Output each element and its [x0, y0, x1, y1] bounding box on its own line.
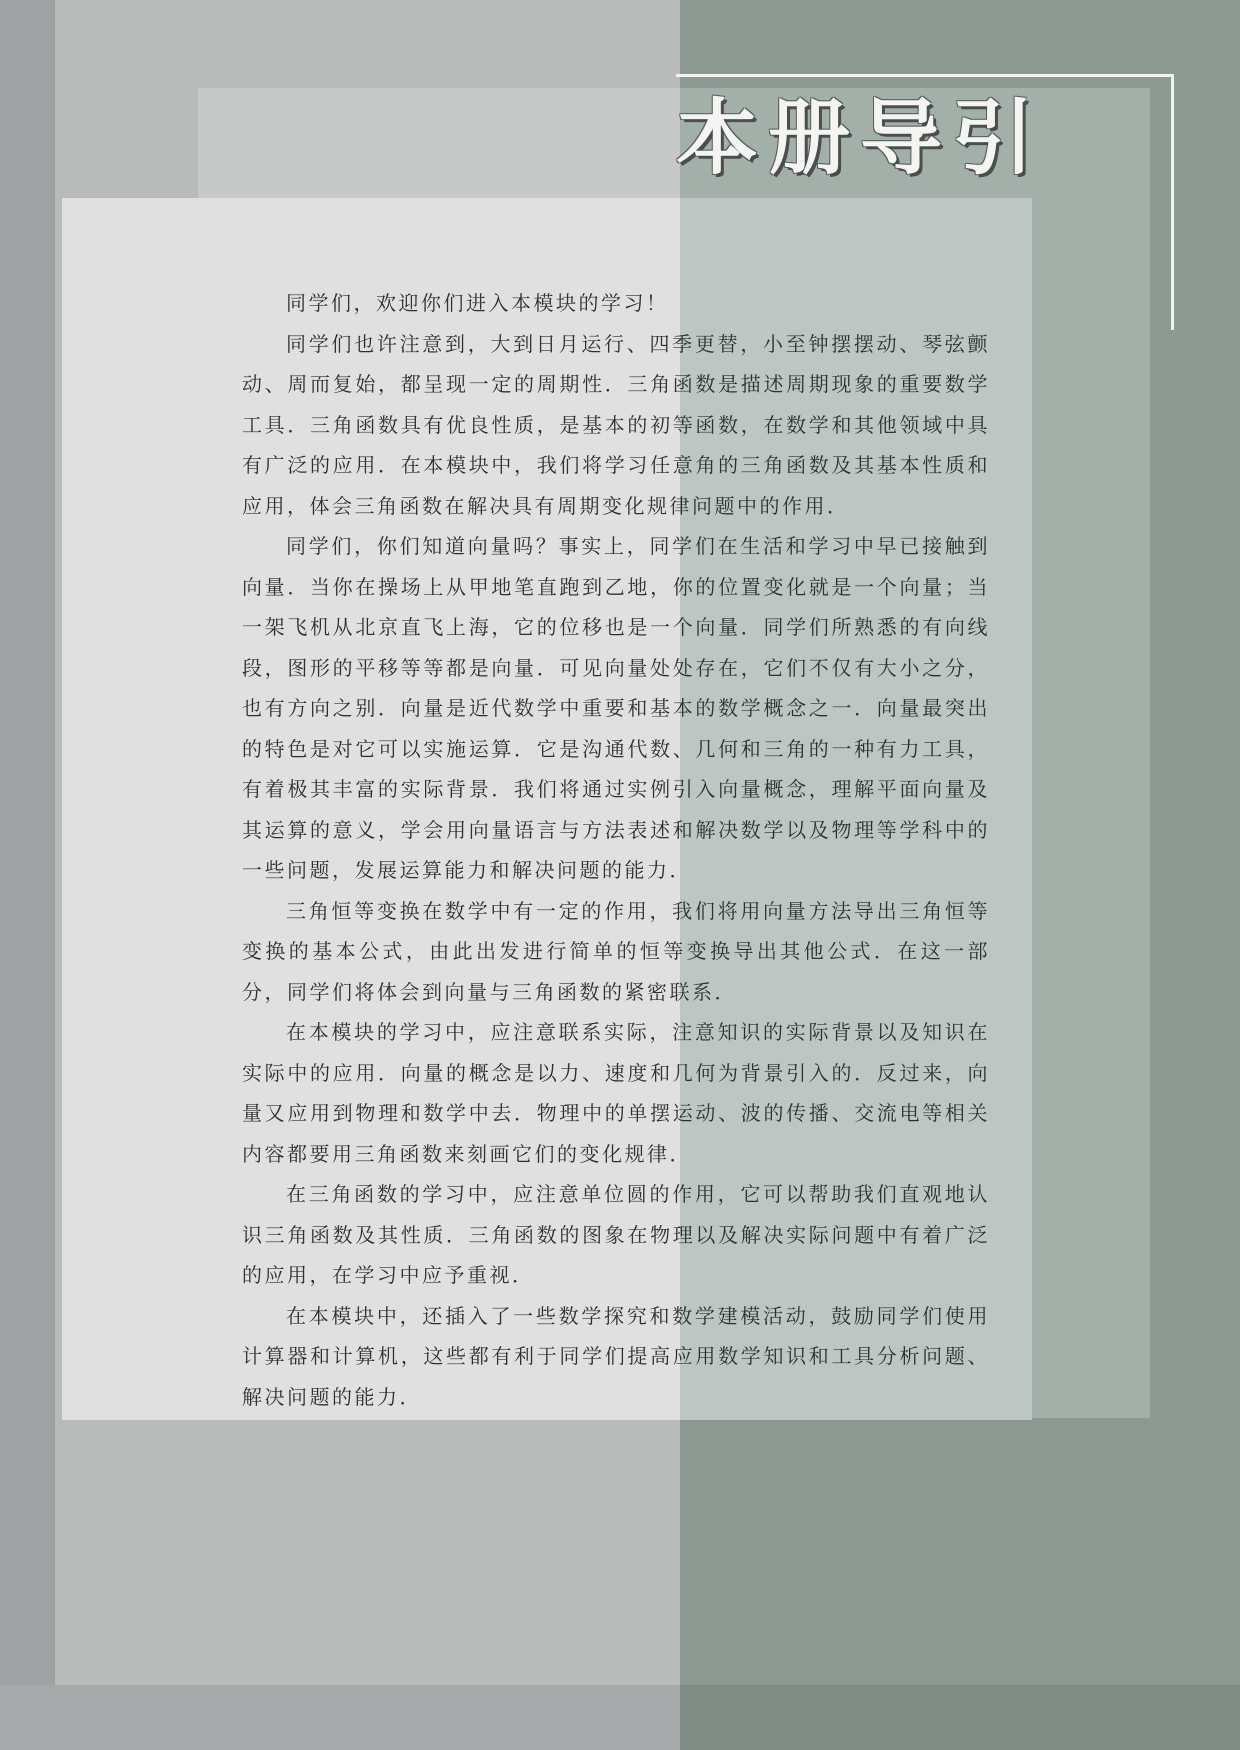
background-left-strip	[0, 0, 55, 1750]
paragraph-greeting: 同学们，欢迎你们进入本模块的学习！	[286, 291, 669, 315]
paragraph-activities: 在本模块中，还插入了一些数学探究和数学建模活动，鼓励同学们使用计算器和计算机，这些都有利于同学们提高应用数学知识和工具分析问题、解决问题的能力．	[242, 1303, 990, 1409]
paragraph-vectors: 同学们，你们知道向量吗？事实上，同学们在生活和学习中早已接触到向量．当你在操场上从甲地笔直跑到乙地，你的位置变化就是一个向量；当一架飞机从北京直飞上海，它的位移也是一个向量．同学们所熟悉的有向线段，图形的平移等等都是向量．可见向量处处存在，它们不仅有大小之分，也有方向之别．向量是近代数学中重要和基本的数学概念之一．向量最突出的特色是对它可以实施运算．它是沟通代数、几何和三角的一种有力工具，有着极其丰富的实际背景．我们将通过实例引入向量概念，理解平面向量及其运算的意义，学会用向量语言与方法表述和解决数学以及物理等学科中的一些问题，发展运算能力和解决问题的能力．	[242, 534, 990, 882]
page-title: 本册导引	[676, 91, 1045, 186]
body-text	[242, 283, 990, 1417]
background-bottom-band-right	[680, 1685, 1240, 1750]
title-frame-top-line	[676, 74, 1174, 77]
paragraph-trig-functions: 同学们也许注意到，大到日月运行、四季更替，小至钟摆摆动、琴弦颤动、周而复始，都呈现一定的周期性．三角函数是描述周期现象的重要数学工具．三角函数具有优良性质，是基本的初等函数，在数学和其他领域中具有广泛的应用．在本模块中，我们将学习任意角的三角函数及其基本性质和应用，体会三角函数在解决具有周期变化规律问题中的作用．	[242, 331, 990, 518]
paragraph-applications: 在本模块的学习中，应注意联系实际，注意知识的实际背景以及知识在实际中的应用．向量的概念是以力、速度和几何为背景引入的．反过来，向量又应用到物理和数学中去．物理中的单摆运动、波的传播、交流电等相关内容都要用三角函数来刻画它们的变化规律．	[242, 1020, 990, 1166]
paragraph-trig-identities: 三角恒等变换在数学中有一定的作用，我们将用向量方法导出三角恒等变换的基本公式，由此出发进行简单的恒等变换导出其他公式．在这一部分，同学们将体会到向量与三角函数的紧密联系．	[242, 898, 990, 1004]
paragraph-unit-circle: 在三角函数的学习中，应注意单位圆的作用，它可以帮助我们直观地认识三角函数及其性质．三角函数的图象在物理以及解决实际问题中有着广泛的应用，在学习中应予重视．	[242, 1182, 990, 1287]
title-frame-right-line	[1171, 74, 1174, 330]
